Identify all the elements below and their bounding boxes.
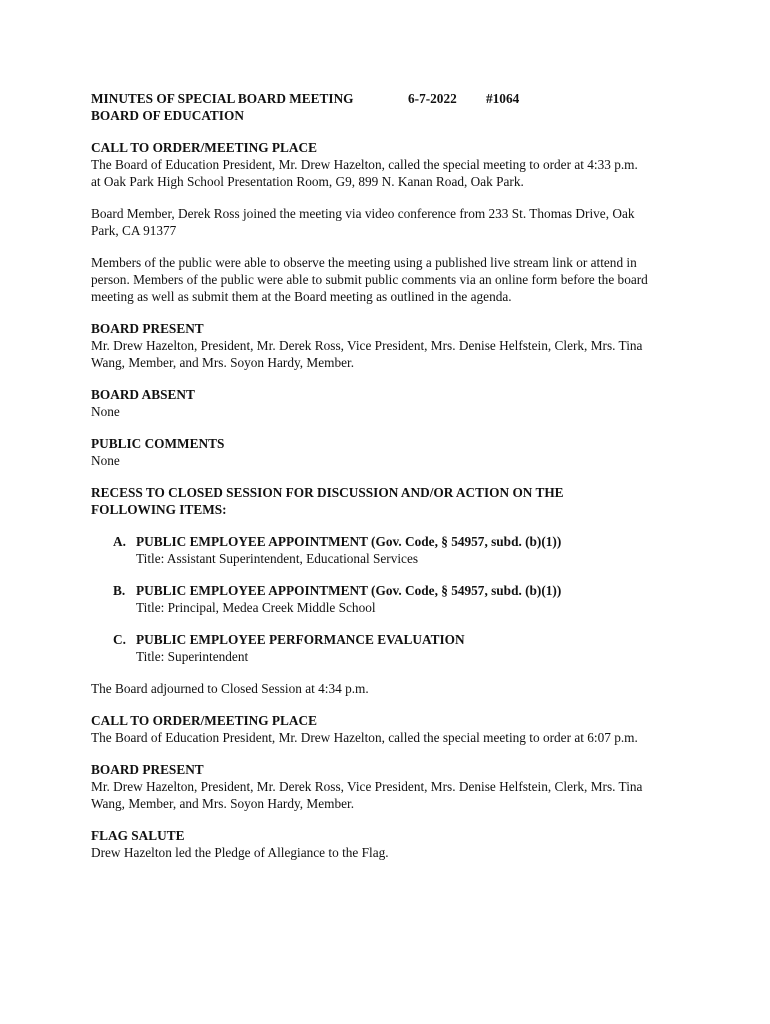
item-subtitle: Title: Assistant Superintendent, Educational Services xyxy=(136,551,419,566)
item-letter: B. xyxy=(113,583,126,598)
board-present-section-2 xyxy=(91,761,691,812)
paragraph-line: Park, CA 91377 xyxy=(91,223,177,238)
section-heading: FOLLOWING ITEMS: xyxy=(91,502,227,517)
paragraph-line: person. Members of the public were able to submit public comments via an online form before the board xyxy=(91,272,648,287)
section-heading: BOARD PRESENT xyxy=(91,762,204,777)
paragraph-line: Wang, Member, and Mrs. Soyon Hardy, Member. xyxy=(91,355,355,370)
document-header xyxy=(91,90,691,107)
call-to-order-section-2 xyxy=(91,712,691,746)
paragraph-line: The Board adjourned to Closed Session at 4:34 p.m. xyxy=(91,681,369,696)
flag-salute-section xyxy=(91,827,691,861)
section-heading: BOARD PRESENT xyxy=(91,321,204,336)
paragraph-line: Mr. Drew Hazelton, President, Mr. Derek Ross, Vice President, Mrs. Denise Helfstein, Clerk, Mrs. Tina xyxy=(91,338,643,353)
public-observe-paragraph xyxy=(91,254,691,305)
section-heading: CALL TO ORDER/MEETING PLACE xyxy=(91,713,317,728)
document-title: MINUTES OF SPECIAL BOARD MEETING xyxy=(91,91,354,106)
item-title: PUBLIC EMPLOYEE APPOINTMENT (Gov. Code, § 54957, subd. (b)(1)) xyxy=(136,534,562,549)
section-heading: RECESS TO CLOSED SESSION FOR DISCUSSION AND/OR ACTION ON THE xyxy=(91,485,564,500)
adjourned-paragraph xyxy=(91,680,691,697)
item-letter: C. xyxy=(113,632,126,647)
board-absent-section xyxy=(91,386,691,420)
item-title: PUBLIC EMPLOYEE PERFORMANCE EVALUATION xyxy=(136,632,465,647)
public-comments-section xyxy=(91,435,691,469)
closed-session-item xyxy=(91,631,691,665)
paragraph-line: The Board of Education President, Mr. Drew Hazelton, called the special meeting to order at 4:33 p.m. xyxy=(91,157,638,172)
closed-session-item xyxy=(91,533,691,567)
paragraph-line: Mr. Drew Hazelton, President, Mr. Derek Ross, Vice President, Mrs. Denise Helfstein, Clerk, Mrs. Tina xyxy=(91,779,643,794)
paragraph-line: Drew Hazelton led the Pledge of Allegiance to the Flag. xyxy=(91,845,389,860)
paragraph-line: Board Member, Derek Ross joined the meeting via video conference from 233 St. Thomas Drive, Oak xyxy=(91,206,635,221)
paragraph-line: The Board of Education President, Mr. Drew Hazelton, called the special meeting to order at 6:07 p.m. xyxy=(91,730,638,745)
paragraph-line: Wang, Member, and Mrs. Soyon Hardy, Member. xyxy=(91,796,355,811)
paragraph-line: None xyxy=(91,453,120,468)
board-present-section xyxy=(91,320,691,371)
video-conference-paragraph xyxy=(91,205,691,239)
paragraph-line: at Oak Park High School Presentation Room, G9, 899 N. Kanan Road, Oak Park. xyxy=(91,174,524,189)
paragraph-line: Members of the public were able to observe the meeting using a published live stream link or attend in xyxy=(91,255,637,270)
section-heading: FLAG SALUTE xyxy=(91,828,185,843)
item-subtitle: Title: Superintendent xyxy=(136,649,249,664)
meeting-date: 6-7-2022 xyxy=(408,91,457,106)
call-to-order-section xyxy=(91,139,691,190)
paragraph-line: meeting as well as submit them at the Board meeting as outlined in the agenda. xyxy=(91,289,512,304)
section-heading: BOARD ABSENT xyxy=(91,387,195,402)
item-letter: A. xyxy=(113,534,126,549)
minutes-number: #1064 xyxy=(486,91,520,106)
document-page xyxy=(91,90,691,861)
document-subtitle: BOARD OF EDUCATION xyxy=(91,108,244,123)
item-subtitle: Title: Principal, Medea Creek Middle School xyxy=(136,600,376,615)
item-title: PUBLIC EMPLOYEE APPOINTMENT (Gov. Code, § 54957, subd. (b)(1)) xyxy=(136,583,562,598)
section-heading: PUBLIC COMMENTS xyxy=(91,436,225,451)
paragraph-line: None xyxy=(91,404,120,419)
section-heading: CALL TO ORDER/MEETING PLACE xyxy=(91,140,317,155)
recess-section xyxy=(91,484,691,665)
closed-session-item xyxy=(91,582,691,616)
